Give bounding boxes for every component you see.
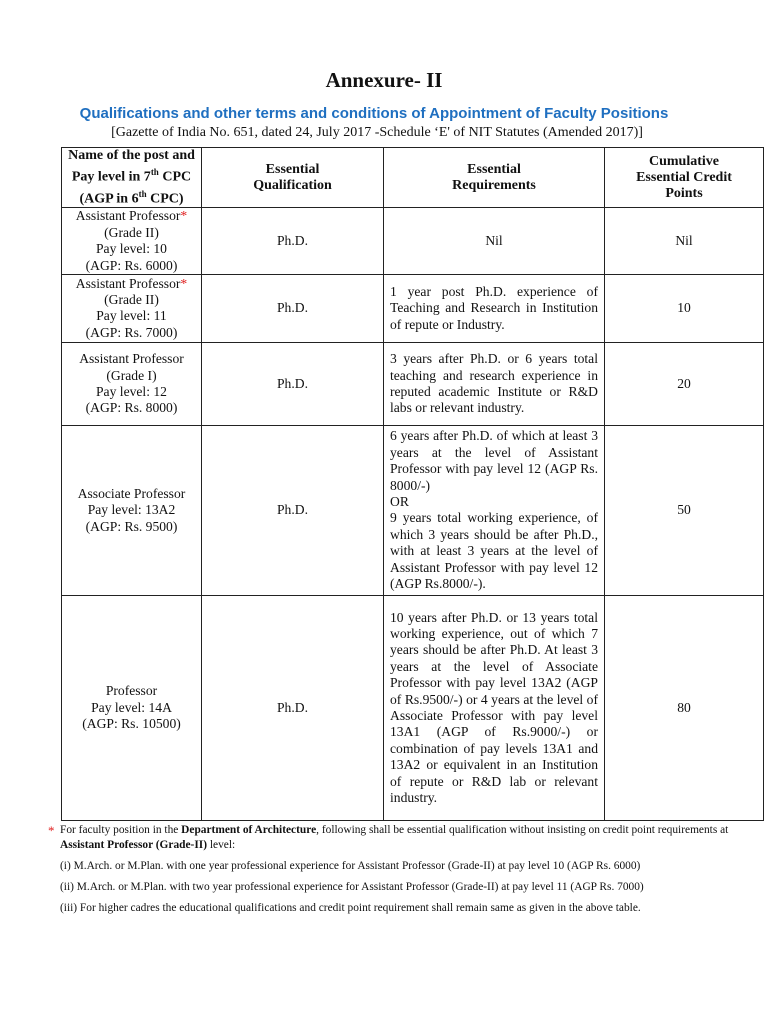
qualification-cell: Ph.D. (202, 208, 384, 275)
post-cell: Assistant Professor* (Grade II) Pay level: 11 (AGP: Rs. 7000) (62, 274, 202, 342)
table-row (62, 595, 764, 820)
qualification-cell: Ph.D. (202, 274, 384, 342)
page-subtitle: Qualifications and other terms and conditions of Appointment of Faculty Positions (79, 105, 669, 122)
qualification-cell: Ph.D. (202, 425, 384, 595)
credit-points-cell: 20 (605, 342, 764, 425)
footnote-architecture: * For faculty position in the Department of Architecture, following shall be essential qualification without insisting on credit point requirements at Assistant Professor (Grade-II) level: (48, 823, 729, 851)
requirements-cell: Nil (384, 208, 605, 275)
table-row (62, 342, 764, 425)
requirements-cell: 3 years after Ph.D. or 6 years total teaching and research experience in reputed academic Institute or R&D labs or relevant industry. (384, 342, 605, 425)
asterisk-marker: * (48, 823, 55, 838)
qualifications-table (61, 147, 764, 821)
header-requirements: Essential Requirements (384, 148, 605, 208)
footnote-item: (ii) M.Arch. or M.Plan. with two year professional experience for Assistant Professor (Grade-II) at pay level 11 (AGP Rs. 7000) (60, 881, 644, 893)
credit-points-cell: 50 (605, 425, 764, 595)
credit-points-cell: Nil (605, 208, 764, 275)
footnote-item: (iii) For higher cadres the educational qualifications and credit point requirement shall remain same as given in the above table. (60, 902, 641, 914)
qualification-cell: Ph.D. (202, 595, 384, 820)
footnotes (48, 823, 766, 916)
post-cell: Associate Professor Pay level: 13A2 (AGP: Rs. 9500) (62, 425, 202, 595)
credit-points-cell: 80 (605, 595, 764, 820)
table-row (62, 425, 764, 595)
post-cell: Assistant Professor (Grade I) Pay level: 12 (AGP: Rs. 8000) (62, 342, 202, 425)
table-row (62, 208, 764, 275)
requirements-cell: 1 year post Ph.D. experience of Teaching and Research in Institution of repute or Industry. (384, 274, 605, 342)
header-post: Name of the post and Pay level in 7th CPC (AGP in 6th CPC) (62, 148, 202, 208)
header-qualification: Essential Qualification (202, 148, 384, 208)
gazette-reference: [Gazette of India No. 651, dated 24, July 2017 -Schedule ‘E' of NIT Statutes (Amended 2017)] (111, 125, 643, 140)
page-title: Annexure- II (325, 68, 443, 92)
table-header-row (62, 148, 764, 208)
credit-points-cell: 10 (605, 274, 764, 342)
post-cell: Professor Pay level: 14A (AGP: Rs. 10500) (62, 595, 202, 820)
requirements-cell: 10 years after Ph.D. or 13 years total working experience, out of which 7 years should be after Ph.D. At least 3 years at the level of Associate Professor with pay level 13A2 (AGP of Rs.9500/-) or 4 years at the level of Associate Professor with pay level 13A1 (AGP of Rs.9000/-) or combination of pay levels 13A1 and 13A2 or equivalent in an Institution of repute or R&D lab or relevant industry. (384, 595, 605, 820)
footnote-item: (i) M.Arch. or M.Plan. with one year professional experience for Assistant Professor (Grade-II) at pay level 10 (AGP Rs. 6000) (60, 860, 641, 872)
table-row (62, 274, 764, 342)
requirements-cell: 6 years after Ph.D. of which at least 3 years at the level of Assistant Professor with pay level 12 (AGP Rs. 8000/-) OR 9 years total working experience, of which 3 years should be after Ph.D., with at least 3 years at the level of Assistant Professor with pay level 12 (AGP Rs.8000/-). (384, 425, 605, 595)
header-credit-points: Cumulative Essential Credit Points (605, 148, 764, 208)
post-cell: Assistant Professor* (Grade II) Pay level: 10 (AGP: Rs. 6000) (62, 208, 202, 275)
qualification-cell: Ph.D. (202, 342, 384, 425)
